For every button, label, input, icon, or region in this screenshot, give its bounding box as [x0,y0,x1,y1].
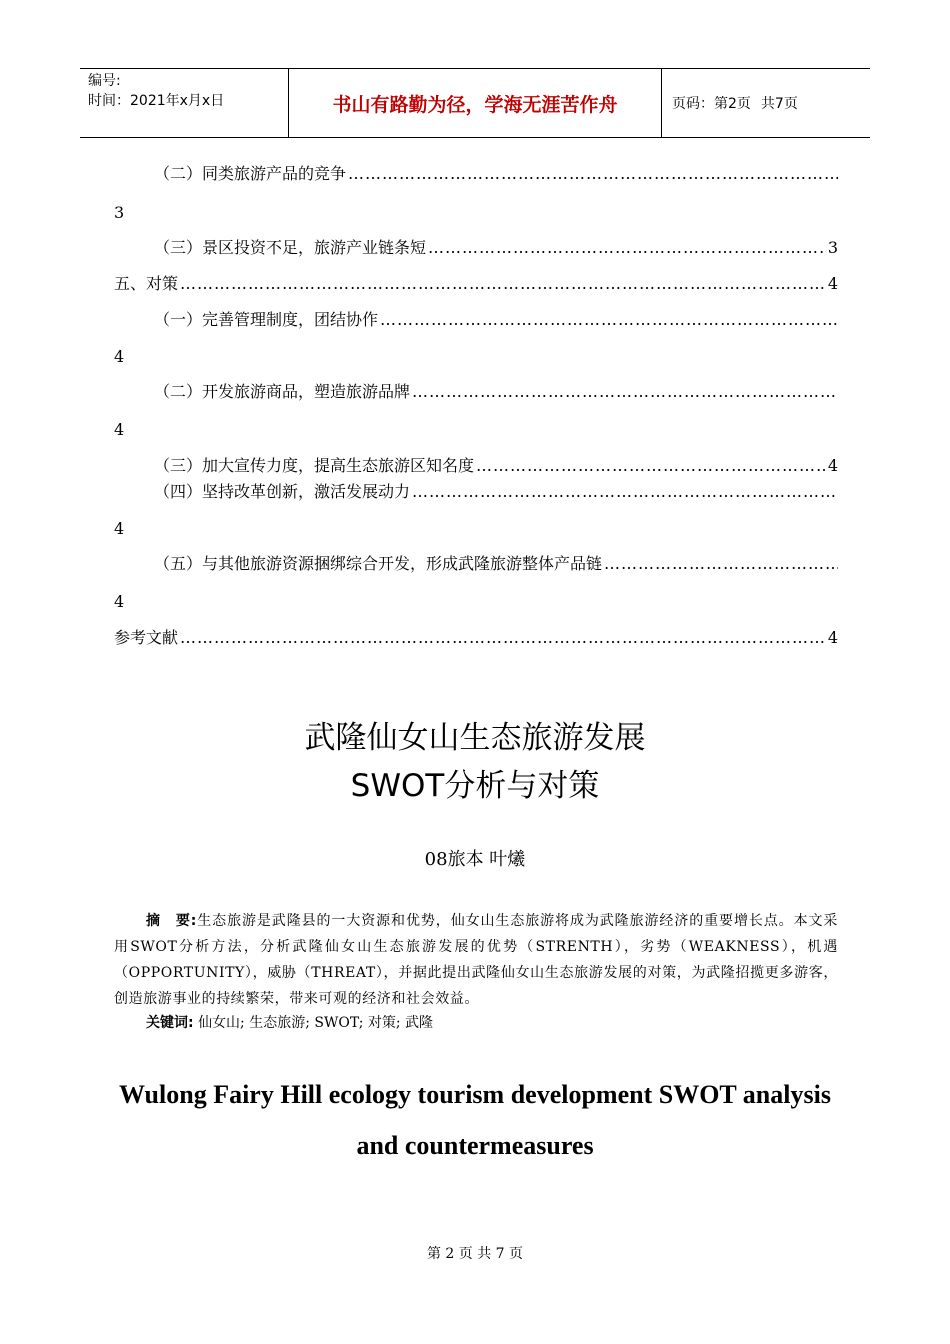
toc-entry-page: 4 [114,347,125,366]
toc-entry[interactable] [114,272,838,296]
keywords [146,1010,433,1036]
toc-entry-text: （二）开发旅游商品，塑造旅游品牌 [154,382,411,401]
english-title-line1: Wulong Fairy Hill ecology tourism development SWOT analysis [119,1080,831,1109]
toc-entry-text: （四）坚持改革创新，激活发展动力 [154,482,411,501]
toc-entry[interactable] [114,626,838,650]
header-page-info [662,69,870,137]
toc-entry[interactable] [154,380,838,404]
page-header [80,68,870,138]
header-total: 共7页 [760,96,798,112]
toc-entry-page: 4 [827,628,838,647]
keywords-label: 关键词: [146,1015,194,1031]
toc-entry[interactable] [154,236,838,260]
author: 08旅本 叶爔 [424,849,526,870]
header-motto: 书山有路勤为径，学海无涯苦作舟 [289,69,662,137]
toc-entry-page: 4 [114,519,125,538]
toc-entry-text: （一）完善管理制度，团结协作 [154,310,379,329]
toc-entry[interactable] [154,308,838,332]
toc-entry-text: （三）加大宣传力度，提高生态旅游区知名度 [154,456,475,475]
abstract-text: 生态旅游是武隆县的一大资源和优势，仙女山生态旅游将成为武隆旅游经济的重要增长点。本文采用SWOT分析方法，分析武隆仙女山生态旅游发展的优势（STRENTH），劣势（WEAKNESS），机遇（OPPORTUNITY），威胁（THREAT），并据此提出武隆仙女山生态旅游发展的对策，为武隆招揽更多游客，创造旅游事业的持续繁荣，带来可观的经济和社会效益。 [114,913,838,1007]
toc-entry-text: 参考文献 [114,628,179,647]
page-footer: 第 2 页 共 7 页 [426,1246,524,1262]
toc-entry-text: 五、对策 [114,274,179,293]
header-time: 时间：2021年x月x日 [88,93,225,109]
toc-entry[interactable] [154,162,838,186]
toc-entry-page: 3 [827,238,838,257]
toc-entry-page: 3 [114,203,125,222]
keywords-text: 仙女山; 生态旅游; SWOT; 对策; 武隆 [198,1015,434,1031]
toc-entry-text: （三）景区投资不足，旅游产业链条短 [154,238,427,257]
header-page: 页码：第2页 [672,96,751,112]
toc-entry-text: （五）与其他旅游资源捆绑综合开发，形成武隆旅游整体产品链 [154,554,603,573]
abstract [114,908,838,1012]
toc-entry-page: 4 [827,456,838,475]
abstract-label: 摘 要: [146,913,197,929]
toc-entry-page: 4 [827,274,838,293]
toc-entry[interactable] [154,454,838,478]
header-number: 编号: [88,73,121,89]
paper-title-line2: SWOT分析与对策 [350,768,600,804]
english-title-line2: and countermeasures [356,1131,594,1160]
toc-entry-page: 4 [114,420,125,439]
toc-entry-page: 4 [114,592,125,611]
toc-entry[interactable] [154,480,838,504]
paper-title-line1: 武隆仙女山生态旅游发展 [304,720,646,756]
toc-entry[interactable] [154,552,838,576]
toc-entry-text: （二）同类旅游产品的竞争 [154,164,347,183]
header-meta [80,69,289,137]
